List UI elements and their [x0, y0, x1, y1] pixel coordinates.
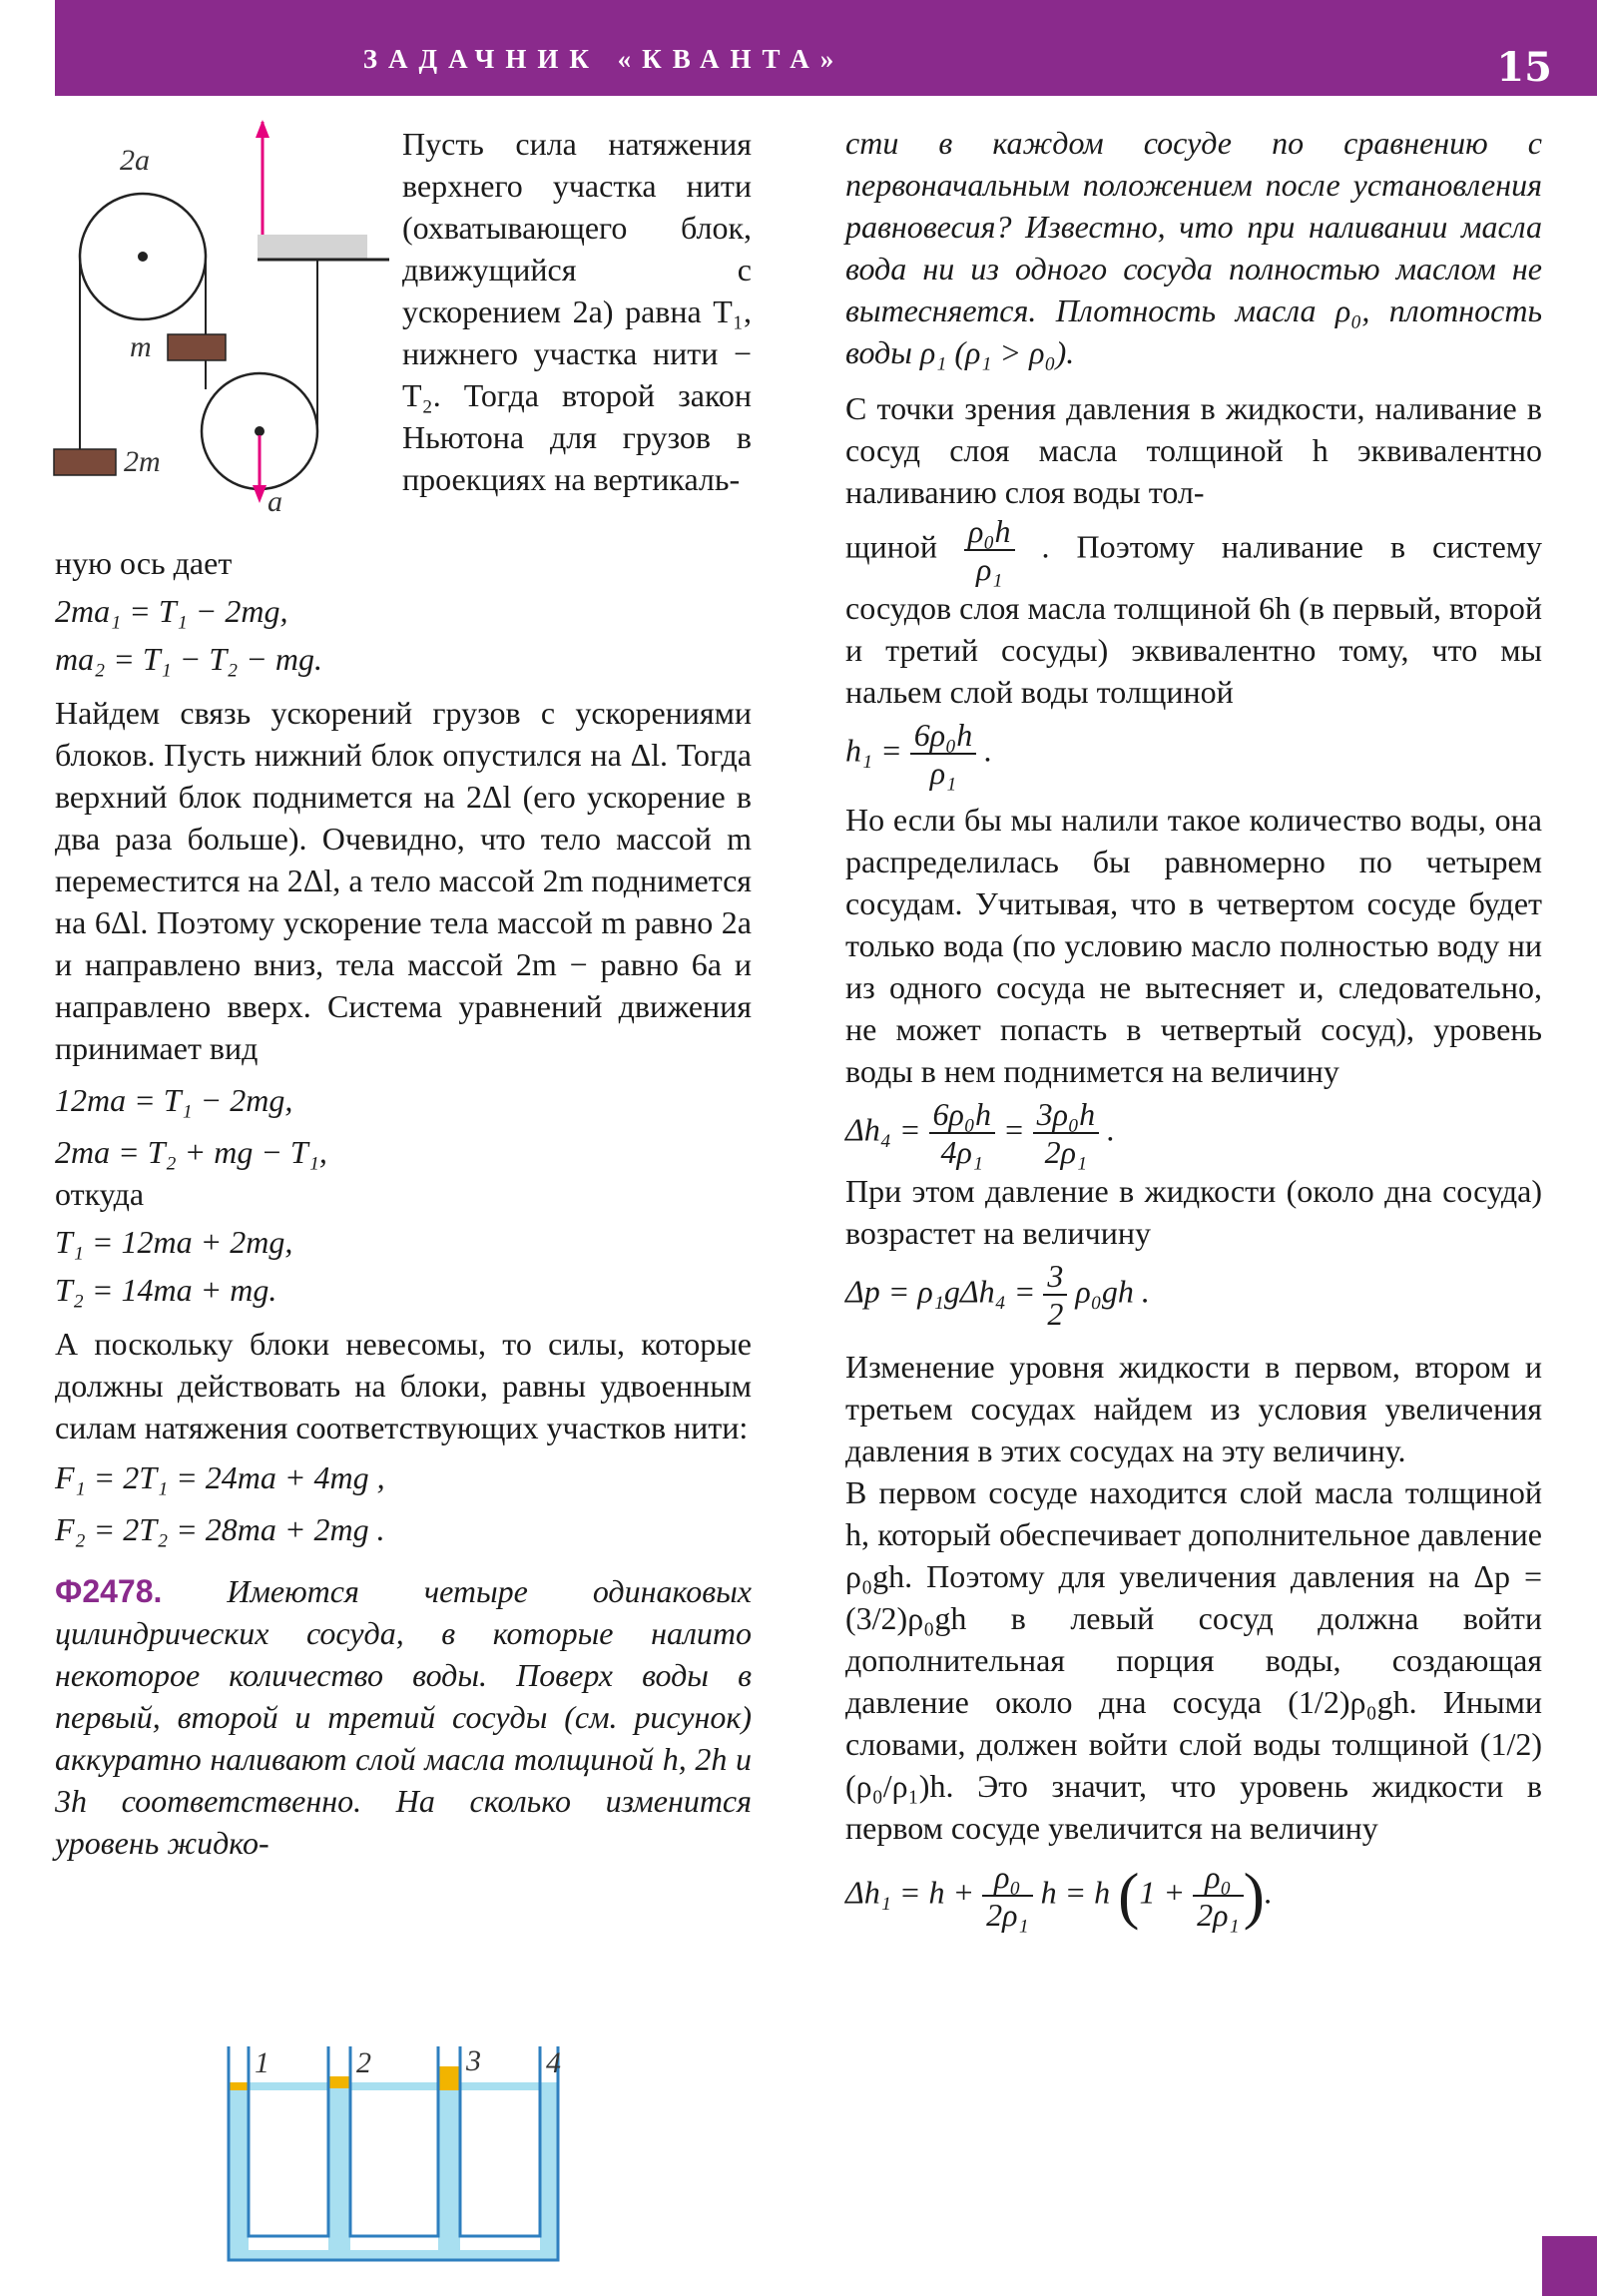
problem-text: Имеются четыре одинаковых цилиндрических сосуда, в которые налито некоторое количество воды. Поверх воды в первый, второй и третий сосуды (см. рисунок) аккуратно наливают слой масла толщиной h, 2h и 3h соответственно. На сколько изменится уровень жидко- — [55, 1573, 753, 1861]
paragraph-level-change: Изменение уровня жидкости в первом, втором и третьем сосудах найдем из условия увеличения давления в этих сосудах на эту величину. — [845, 1349, 1542, 1468]
label-m: m — [130, 330, 152, 363]
vessel-label-2: 2 — [356, 2046, 371, 2079]
equation-3: 12ma = T₁ − 2mg, — [55, 1082, 293, 1118]
equation-dp: Δp = ρ₁gΔh₄ = $\frac{3}{2}$ ρ₀gh . — [845, 1258, 1150, 1332]
problem-continuation: сти в каждом сосуде по сравнению с первоначальным положением после установления равновесия? Известно, что при наливании масла вода ни из одного сосуда полностью маслом не вытесняется. Плотность масла ρ₀, плотность воды ρ₁ (ρ₁ > ρ₀). — [845, 125, 1542, 370]
right-column — [845, 122, 1542, 1933]
label-2a: 2a — [120, 144, 150, 177]
label-a: a — [267, 485, 282, 518]
left-column — [55, 542, 752, 1864]
equation-4: 2ma = T₂ + mg − T₁, — [55, 1134, 327, 1170]
equation-2: ma₂ = T₁ − T₂ − mg. — [55, 641, 322, 677]
label-2m: 2m — [124, 445, 161, 478]
paragraph-acceleration: Найдем связь ускорений грузов с ускорениями блоков. Пусть нижний блок опустился на Δl. Тогда верхний блок поднимется на 2Δl (его ускорение в два раза больше). Очевидно, что тело массой m переместится на 2Δl, а тело массой 2m поднимется на 6Δl. Поэтому ускорение тела массой m равно 2a и направлено вниз, тела массой 2m − равно 6a и направлено вверх. Система уравнений движения принимает вид — [55, 695, 752, 1066]
paragraph-pressure-equivalence: С точки зрения давления в жидкости, наливание в сосуд слоя масла толщиной h эквивалентно наливанию слоя воды тол- — [845, 390, 1542, 510]
vessels-figure — [215, 2046, 574, 2276]
paragraph-distribution: Но если бы мы налили такое количество воды, она распределилась бы равномерно по четырем сосудам. Учитывая, что в четвертом сосуде будет только вода (по условию масло полностью воду ни из одного сосуда не вытесняет и, следовательно, не может попасть в четвертый сосуд), уровень воды в нем поднимется на величину — [845, 802, 1542, 1089]
thickness-word: щиной — [845, 528, 938, 565]
vessel-label-3: 3 — [466, 2046, 481, 2077]
vessel-label-1: 1 — [255, 2046, 269, 2079]
vessel-label-4: 4 — [546, 2046, 561, 2079]
equation-1: 2ma₁ = T₁ − 2mg, — [55, 593, 288, 629]
fraction-rho0h-rho1: $\frac{\text{ρ₀h}}{\text{ρ₁}}$ — [964, 513, 1014, 587]
journal-section-title: ЗАДАЧНИК «КВАНТА» — [362, 44, 845, 74]
corner-decoration — [1542, 2236, 1597, 2296]
paragraph-first-vessel: В первом сосуде находится слой масла толщиной h, который обеспечивает дополнительное давление ρ₀gh. Поэтому для увеличения давления на Δp = (3/2)ρ₀gh в левый сосуд должна войти дополнительная порция воды, создающая давление около дна сосуда (1/2)ρ₀gh. Иными словами, должен войти слой воды толщиной (1/2)(ρ₀/ρ₁)h. Это значит, что уровень жидкости в первом сосуде увеличится на величину — [845, 1474, 1543, 1846]
problem-statement — [55, 1570, 752, 1864]
intro-paragraph: Пусть сила натяжения верхнего участка нити (охватывающего блок, движущийся с ускорением 2a) равна T₁, нижнего участка нити − T₂. Тогда второй закон Ньютона для грузов в проекциях на вертикаль- — [402, 126, 752, 497]
axis-line: ную ось дает — [55, 545, 233, 581]
paragraph-forces: А поскольку блоки невесомы, то силы, которые должны действовать на блоки, равны удвоенным силам натяжения соответствующих участков нити: — [55, 1326, 752, 1445]
equation-dh1: Δh₁ = h + $\frac{\text{ρ₀}}{\text{2ρ₁}}$ h = h (1 + $\frac{\text{ρ₀}}{\text{2ρ₁}}$ ). — [845, 1859, 1273, 1933]
equation-dh4: Δh₄ = $\frac{\text{6ρ₀h}}{\text{4ρ₁}}$ = $\frac{\text{3ρ₀h}}{\text{2ρ₁}}$ . — [845, 1096, 1116, 1170]
paragraph-thickness — [845, 513, 1542, 713]
equation-h1: h₁ = $\frac{\text{6ρ₀h}}{\text{ρ₁}}$ . — [845, 717, 993, 791]
equation-6: T₂ = 14ma + mg. — [55, 1272, 277, 1308]
equation-7: F₁ = 2T₁ = 24ma + 4mg , — [55, 1459, 385, 1495]
whence-word: откуда — [55, 1176, 145, 1212]
equation-5: T₁ = 12ma + 2mg, — [55, 1224, 293, 1260]
pulley-figure — [50, 120, 389, 519]
page-header — [55, 0, 1597, 96]
thickness-continuation: . Поэтому наливание в систему сосудов слоя масла толщиной 6h (в первый, второй и третий сосуды) эквивалентно тому, что мы нальем слой воды толщиной — [845, 528, 1543, 710]
problem-code: Ф2478. — [55, 1573, 163, 1609]
equation-8: F₂ = 2T₂ = 28ma + 2mg . — [55, 1511, 385, 1547]
paragraph-pressure-increase: При этом давление в жидкости (около дна сосуда) возрастет на величину — [845, 1173, 1542, 1251]
page-number: 15 — [1496, 44, 1552, 91]
